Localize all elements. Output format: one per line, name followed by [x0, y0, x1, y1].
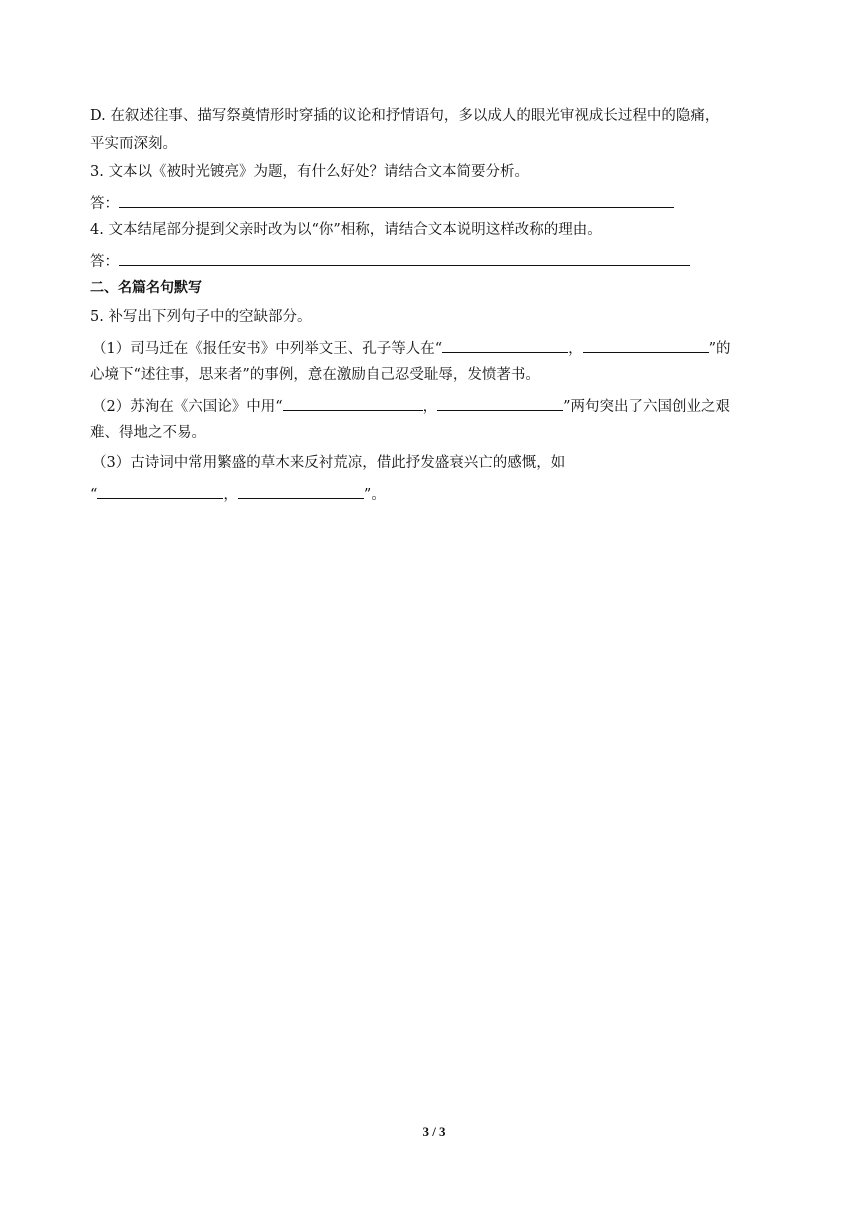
fill-blank[interactable]	[283, 395, 423, 411]
fill-blank[interactable]	[97, 483, 223, 499]
answer-label: 答：	[90, 196, 119, 212]
question-4-prompt: 4. 文本结尾部分提到父亲时改为以“你”相称，请结合文本说明这样改称的理由。	[90, 222, 602, 238]
question-5-prompt: 5. 补写出下列句子中的空缺部分。	[90, 309, 312, 325]
question-5-item-3-line2: “ ， ”。	[90, 483, 386, 505]
option-d-line2: 平实而深刻。	[90, 136, 177, 152]
answer-label: 答：	[90, 254, 119, 270]
section-heading: 二、名篇名句默写	[90, 280, 202, 296]
question-5-item-1: （1）司马迁在《报任安书》中列举文王、孔子等人在“ ， ”的	[92, 337, 731, 359]
question-4-answer-row	[90, 250, 690, 272]
fill-blank[interactable]	[442, 337, 568, 353]
question-3-prompt: 3. 文本以《被时光镀亮》为题，有什么好处？请结合文本简要分析。	[90, 164, 529, 180]
question-5-item-2-line2: 难、得地之不易。	[90, 425, 206, 441]
question-5-item-3: （3）古诗词中常用繁盛的草木来反衬荒凉，借此抒发盛衰兴亡的感慨，如	[92, 455, 566, 471]
fill-blank[interactable]	[238, 483, 364, 499]
page-number: 3 / 3	[422, 1124, 446, 1139]
answer-blank[interactable]	[119, 250, 690, 266]
fill-blank[interactable]	[437, 395, 563, 411]
question-5-item-1-line2: 心境下“述往事，思来者”的事例，意在激励自己忍受耻辱，发愤著书。	[90, 367, 540, 383]
question-5-item-2: （2）苏洵在《六国论》中用“ ， ”两句突出了六国创业之艰	[92, 395, 730, 417]
option-d-line1: D. 在叙述往事、描写祭奠情形时穿插的议论和抒情语句，多以成人的眼光审视成长过程中的隐痛，	[90, 108, 720, 124]
question-3-answer-row	[90, 192, 674, 214]
fill-blank[interactable]	[583, 337, 709, 353]
answer-blank[interactable]	[119, 192, 674, 208]
